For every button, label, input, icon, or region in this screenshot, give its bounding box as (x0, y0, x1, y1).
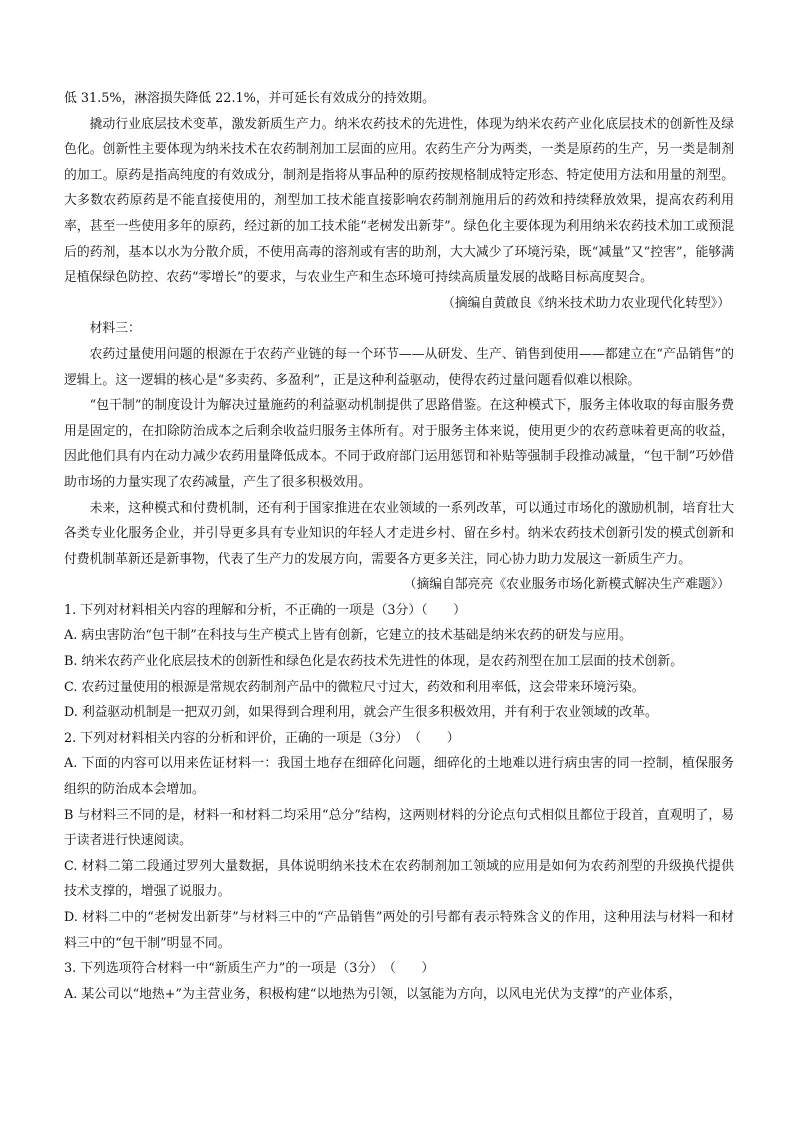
question-1-option-d: D. 利益驱动机制是一把双刃剑，如果得到合理利用，就会产生很多积极效用，并有利于农业领域的改革。 (64, 705, 658, 721)
question-1-stem: 1. 下列对材料相关内容的理解和分析，不正确的一项是（3分）（ ） (64, 602, 466, 618)
material2-paragraph-2: 撬动行业底层技术变革，激发新质生产力。纳米农药技术的先进性，体现为纳米农药产业化底层技术的创新性及绿色化。创新性主要体现为纳米技术在农药制剂加工层面的应用。农药生产分为两类，一类是原药的生产，另一类是制剂的加工。原药是指高纯度的有效成分，制剂是指将从事品种的原药按规格制成特定形态、特定使用方法和用量的剂型。大多数农药原药是不能直接使用的，剂型加工技术能直接影响农药制剂施用后的药效和持续释放效果，提高农药利用率，甚至一些使用多年的原药，经过新的加工技术能“老树发出新芽”。绿色化主要体现为利用纳米农药技术加工或预混后的药剂，基本以水为分散介质，不使用高毒的溶剂或有害的助剂，大大减少了环境污染，既“减量”又“控害”，能够满足植保绿色防控、农药“零增长”的要求，与农业生产和生态环境可持续高质量发展的战略目标高度契合。 (64, 116, 734, 286)
material3-source: （摘编自郜亮亮《农业服务市场化新模式解决生产难题》） (403, 577, 730, 593)
question-2-option-c: C. 材料二第二段通过罗列大量数据，具体说明纳米技术在农药制剂加工领域的应用是如何为农药剂型的升级换代提供技术支撑的，增强了说服力。 (64, 858, 734, 900)
question-2-stem: 2. 下列对材料相关内容的分析和评价，正确的一项是（3分） （ ） (64, 730, 460, 746)
question-1-option-a: A. 病虫害防治“包干制”在科技与生产模式上皆有创新，它建立的技术基础是纳米农药的研发与应用。 (64, 628, 632, 644)
question-2-option-d: D. 材料二中的“老树发出新芽”与材料三中的“产品销售”两处的引号都有表示特殊含义的作用，这种用法与材料一和材料三中的“包干制”明显不同。 (64, 910, 734, 951)
material3-paragraph-3: 未来，这种模式和付费机制，还有利于国家推进在农业领域的一系列改革，可以通过市场化的激励机制，培育壮大各类专业化服务企业，并引导更多具有专业知识的年轻人才走进乡村、留在乡村。纳米农药技术创新引发的模式创新和付费机制革新还是新事物，代表了生产力的发展方向，需要各方更多关注，同心协力助力发展这一新质生产力。 (64, 500, 734, 567)
material3-paragraph-1: 农药过量使用问题的根源在于农药产业链的每一个环节——从研发、生产、销售到使用——都建立在“产品销售”的逻辑上。这一逻辑的核心是“多卖药、多盈利”，正是这种利益驱动，使得农药过量问题看似难以根除。 (64, 346, 734, 388)
material3-paragraph-2: “包干制”的制度设计为解决过量施药的利益驱动机制提供了思路借鉴。在这种模式下，服务主体收取的每亩服务费用是固定的，在扣除防治成本之后剩余收益归服务主体所有。对于服务主体来说，使用更少的农药意味着更高的收益，因此他们具有内在动力减少农药用量降低成本。不同于政府部门运用惩罚和补贴等强制手段推动减量，“包干制”巧妙借助市场的力量实现了农药减量，产生了很多积极效用。 (64, 398, 734, 490)
question-3-option-a: A. 某公司以“地热+”为主营业务，积极构建“以地热为引领，以氢能为方向，以风电光伏为支撑”的产业体系， (64, 986, 682, 1002)
material3-heading: 材料三： (89, 321, 141, 337)
question-1-option-b: B. 纳米农药产业化底层技术的创新性和绿色化是农药技术先进性的体现，是农药剂型在加工层面的技术创新。 (64, 654, 683, 670)
question-2-option-a: A. 下面的内容可以用来佐证材料一：我国土地存在细碎化问题，细碎化的土地难以进行病虫害的同一控制，植保服务组织的防治成本会增加。 (64, 756, 734, 798)
question-3-stem: 3. 下列选项符合材料一中“新质生产力”的一项是（3分） （ ） (64, 961, 435, 977)
material2-source: （摘编自黄啟良《纳米技术助力农业现代化转型》） (442, 295, 730, 311)
question-1-option-c: C. 农药过量使用的根源是常规农药制剂产品中的微粒尺寸过大，药效和利用率低，这会带来环境污染。 (64, 679, 645, 695)
question-2-option-b: B 与材料三不同的是，材料一和材料二均采用“总分”结构，这两则材料的分论点句式相似且都位于段首，直观明了，易于读者进行快速阅读。 (64, 807, 734, 849)
material2-continuation: 低 31.5%，淋溶损失降低 22.1%，并可延长有效成分的持效期。 (64, 91, 435, 106)
